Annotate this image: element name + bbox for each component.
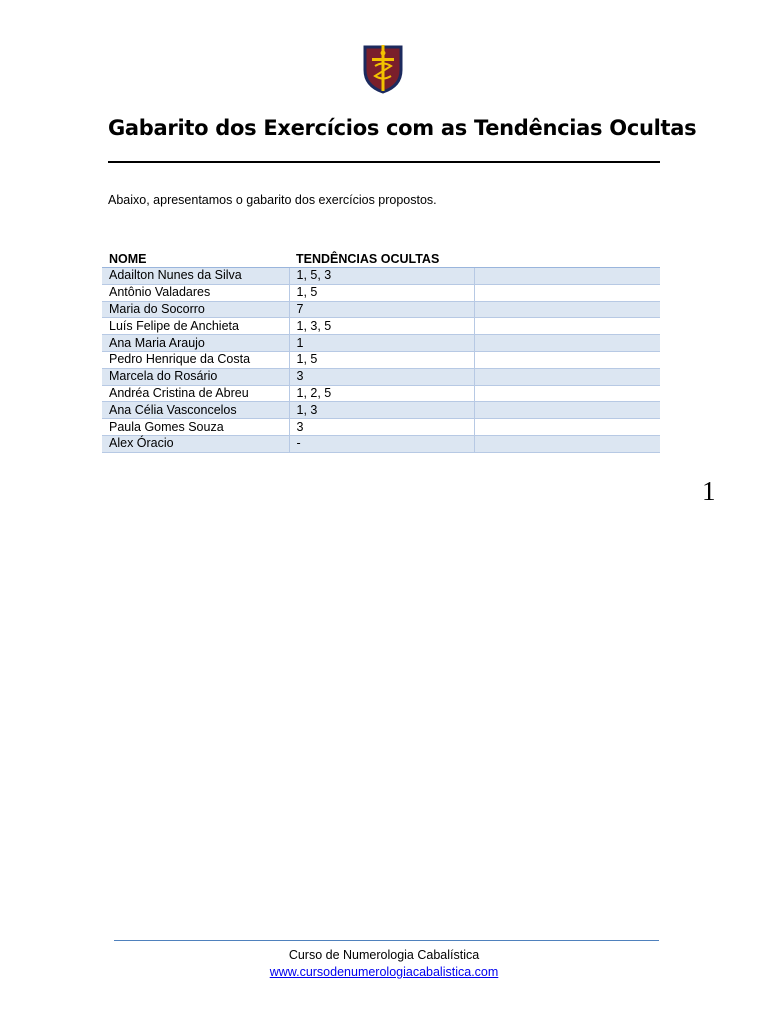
cell-empty	[474, 318, 660, 335]
table-row	[102, 351, 660, 368]
cell-name: Alex Óracio	[102, 435, 289, 452]
cell-name: Ana Maria Araujo	[102, 335, 289, 352]
cell-tendencies: 1, 2, 5	[289, 385, 474, 402]
footer-divider	[114, 940, 659, 941]
cell-tendencies: 1, 5	[289, 284, 474, 301]
cell-name: Paula Gomes Souza	[102, 419, 289, 436]
table-row	[102, 268, 660, 285]
cell-tendencies: 1, 3	[289, 402, 474, 419]
cell-tendencies: 1, 5, 3	[289, 268, 474, 285]
header-empty	[474, 249, 660, 268]
page-number: 1	[702, 476, 716, 506]
cell-name: Maria do Socorro	[102, 301, 289, 318]
header-name: NOME	[102, 249, 289, 268]
cell-empty	[474, 268, 660, 285]
table-header-row	[102, 249, 660, 268]
cell-empty	[474, 301, 660, 318]
cell-name: Andréa Cristina de Abreu	[102, 385, 289, 402]
cell-name: Marcela do Rosário	[102, 368, 289, 385]
table-row	[102, 318, 660, 335]
cell-name: Pedro Henrique da Costa	[102, 351, 289, 368]
table-row	[102, 301, 660, 318]
cell-empty	[474, 351, 660, 368]
cell-empty	[474, 284, 660, 301]
cell-empty	[474, 368, 660, 385]
cell-empty	[474, 335, 660, 352]
table-row	[102, 335, 660, 352]
table-row	[102, 435, 660, 452]
cell-name: Antônio Valadares	[102, 284, 289, 301]
caduceus-shield-icon	[362, 44, 404, 94]
table-row	[102, 284, 660, 301]
cell-tendencies: 3	[289, 419, 474, 436]
footer-link-wrapper	[0, 965, 768, 979]
answers-table	[102, 249, 660, 453]
cell-name: Ana Célia Vasconcelos	[102, 402, 289, 419]
document-title: Gabarito dos Exercícios com as Tendências Ocultas	[108, 116, 697, 140]
intro-text: Abaixo, apresentamos o gabarito dos exercícios propostos.	[108, 193, 437, 207]
table-row	[102, 402, 660, 419]
table-row	[102, 419, 660, 436]
table-row	[102, 385, 660, 402]
cell-tendencies: 1	[289, 335, 474, 352]
cell-tendencies: -	[289, 435, 474, 452]
footer-website-link[interactable]: www.cursodenumerologiacabalistica.com	[269, 965, 499, 979]
cell-empty	[474, 419, 660, 436]
cell-name: Adailton Nunes da Silva	[102, 268, 289, 285]
cell-tendencies: 1, 5	[289, 351, 474, 368]
cell-tendencies: 3	[289, 368, 474, 385]
table-row	[102, 368, 660, 385]
header-tendencies: TENDÊNCIAS OCULTAS	[289, 249, 474, 268]
cell-tendencies: 1, 3, 5	[289, 318, 474, 335]
footer-course-name: Curso de Numerologia Cabalística	[288, 948, 480, 962]
cell-empty	[474, 435, 660, 452]
title-divider	[108, 161, 660, 163]
cell-empty	[474, 402, 660, 419]
cell-tendencies: 7	[289, 301, 474, 318]
cell-name: Luís Felipe de Anchieta	[102, 318, 289, 335]
cell-empty	[474, 385, 660, 402]
